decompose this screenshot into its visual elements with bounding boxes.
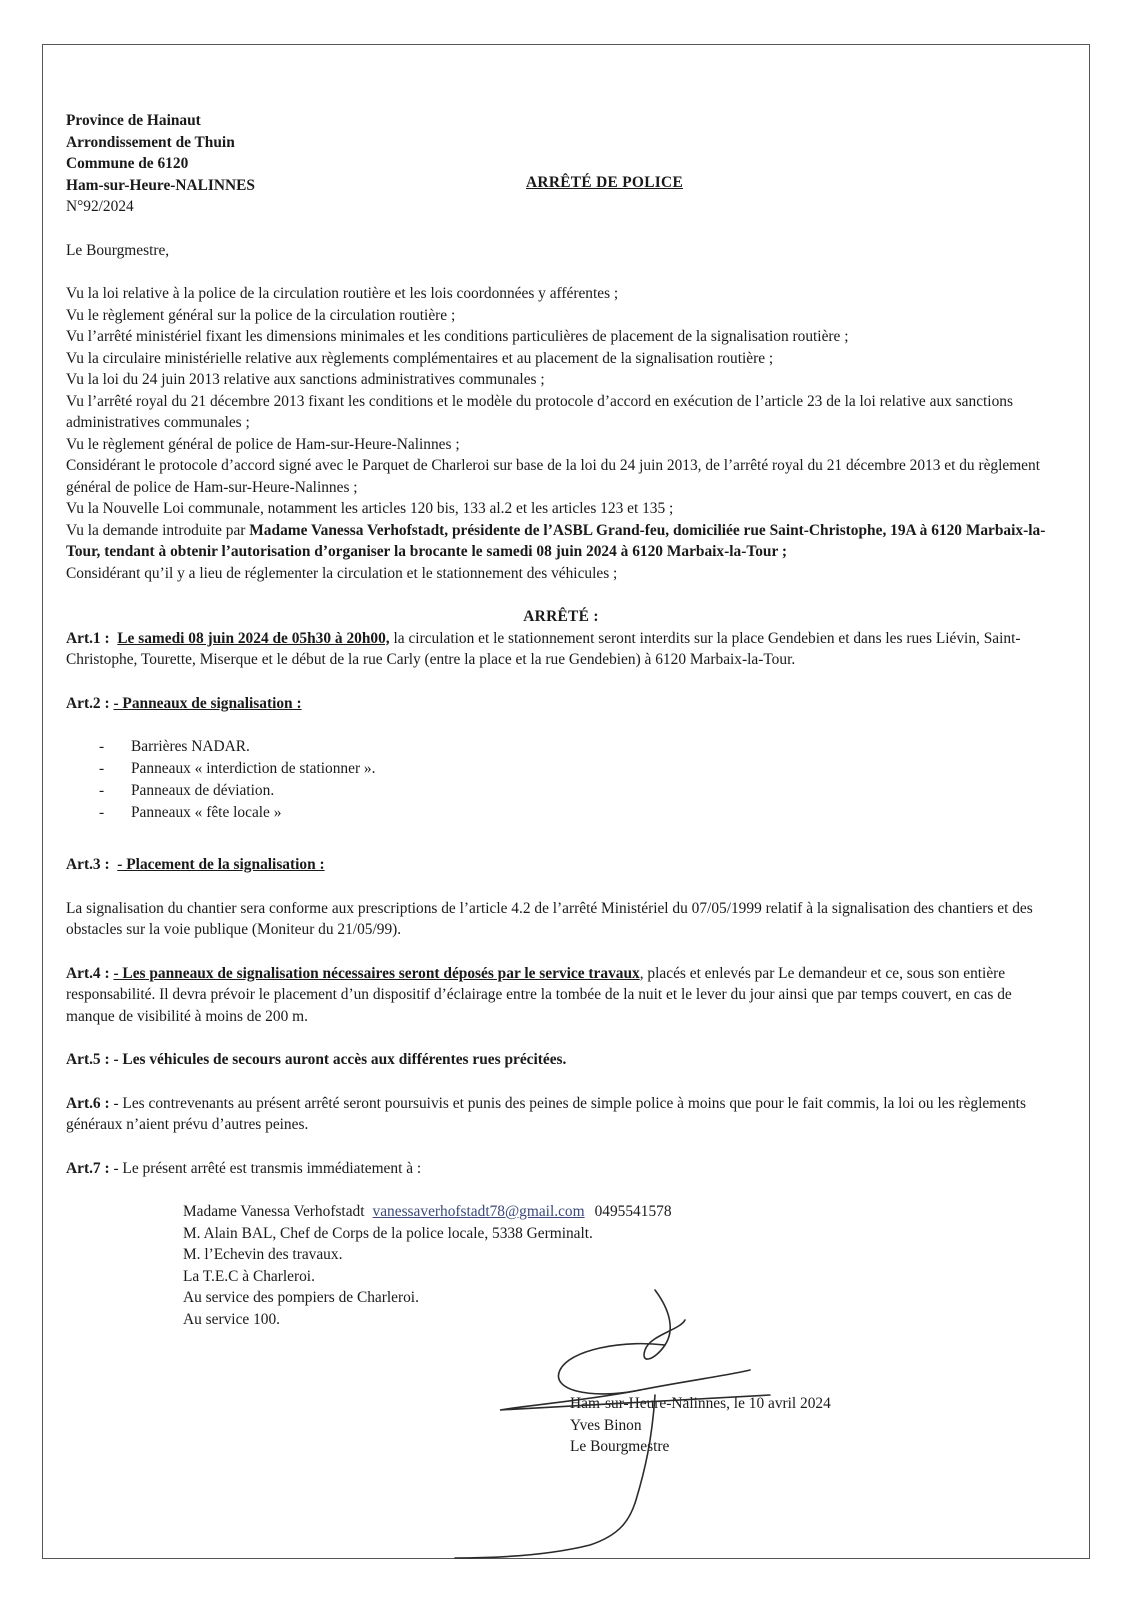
recipient-5: Au service des pompiers de Charleroi. [183, 1289, 419, 1306]
article-2-label: Art.2 : [66, 694, 110, 712]
article-4-text: , placés et enlevés par Le demandeur et ce, sous son entière responsabilité. Il devra prévoir le placement d’un dispositif d’éclairage entre la tombée de la nuit et le lever du jour ainsi que par temps couvert, en cas de manque de visibilité à moins de 200 m. [66, 964, 1012, 1025]
consideration-5: Vu la loi du 24 juin 2013 relative aux sanctions administratives communales ; [66, 371, 545, 388]
header-province: Province de Hainaut [66, 112, 201, 129]
document-body [66, 110, 1056, 1330]
article-1-label: Art.1 : [66, 629, 110, 647]
consideration-2: Vu le règlement général sur la police de la circulation routière ; [66, 306, 456, 324]
list-item: - Panneaux « interdiction de stationner ». [99, 760, 376, 777]
consideration-8: Considérant le protocole d’accord signé avec le Parquet de Charleroi sur base de la loi du 24 juin 2013, de l’arrêté royal du 21 décembre 2013 et du règlement général de police de Ham-sur-Heure-Nalinnes ; [66, 457, 1040, 496]
article-1-text: la circulation et le stationnement seront interdits sur la place Gendebien et dans les rues Liévin, Saint-Christophe, Tourette, Miserque et le début de la rue Carly (entre la place et la rue Gendebien) à 6120 Marbaix-la-Tour. [66, 629, 1021, 668]
consideration-4: Vu la circulaire ministérielle relative aux règlements complémentaires et au placement de la signalisation routière ; [66, 349, 774, 367]
decree-heading: ARRÊTÉ : [523, 608, 599, 625]
consideration-9: Vu la Nouvelle Loi communale, notamment les articles 120 bis, 133 al.2 et les articles 123 et 135 ; [66, 500, 674, 517]
article-1-date: Le samedi 08 juin 2024 de 05h30 à 20h00, [117, 629, 390, 647]
consideration-10 [66, 520, 1056, 563]
header-number: N°92/2024 [66, 198, 134, 215]
salutation: Le Bourgmestre, [66, 241, 170, 259]
article-5-label: Art.5 : [66, 1051, 110, 1068]
signature-name: Yves Binon [570, 1416, 642, 1434]
header-locality: Ham-sur-Heure-NALINNES [66, 176, 255, 194]
article-3-heading: - Placement de la signalisation : [117, 856, 325, 873]
article-7 [66, 1158, 1056, 1180]
article-6-text: - Les contrevenants au présent arrêté seront poursuivis et punis des peines de simple police à moins que pour le fait commis, la loi ou les règlements généraux n’aient prévu d’autres peines. [66, 1094, 1026, 1133]
article-7-text: - Le présent arrêté est transmis immédiatement à : [113, 1159, 422, 1177]
recipient-1 [183, 1201, 1056, 1223]
signature-block [570, 1393, 831, 1458]
recipient-4: La T.E.C à Charleroi. [183, 1267, 315, 1285]
article-4-label: Art.4 : [66, 964, 110, 982]
article-3-label: Art.3 : [66, 856, 110, 873]
header-commune: Commune de 6120 [66, 155, 189, 172]
article-2-list [66, 736, 1056, 824]
recipient-3: M. l’Echevin des travaux. [183, 1246, 343, 1263]
article-3-text: La signalisation du chantier sera conforme aux prescriptions de l’article 4.2 de l’arrêté Ministériel du 07/05/1999 relatif à la signalisation des chantiers et des obstacles sur la voie publique (Moniteur du 21/05/99). [66, 899, 1033, 938]
article-3 [66, 854, 1056, 876]
article-4 [66, 963, 1056, 1028]
consideration-1: Vu la loi relative à la police de la circulation routière et les lois coordonnées y afférentes ; [66, 285, 619, 302]
consideration-6: Vu l’arrêté royal du 21 décembre 2013 fixant les conditions et le modèle du protocole d’accord en exécution de l’article 23 de la loi relative aux sanctions administratives communales ; [66, 392, 1013, 431]
consideration-11: Considérant qu’il y a lieu de réglementer la circulation et le stationnement des véhicules ; [66, 564, 618, 582]
article-6 [66, 1093, 1056, 1136]
recipient-email-link[interactable]: vanessaverhofstadt78@gmail.com [372, 1203, 585, 1220]
header-arrondissement: Arrondissement de Thuin [66, 133, 235, 151]
article-5 [66, 1049, 1056, 1071]
article-2-heading: - Panneaux de signalisation : [113, 694, 302, 712]
signature-place-date: Ham-sur-Heure-Nalinnes, le 10 avril 2024 [570, 1395, 831, 1412]
consideration-7: Vu le règlement général de police de Ham-sur-Heure-Nalinnes ; [66, 435, 460, 453]
recipient-1-phone: 0495541578 [594, 1203, 672, 1220]
recipient-1-name: Madame Vanessa Verhofstadt [183, 1203, 365, 1220]
consideration-10-prefix: Vu la demande introduite par [66, 521, 250, 539]
consideration-3: Vu l’arrêté ministériel fixant les dimensions minimales et les conditions particulières de placement de la signalisation routière ; [66, 328, 849, 345]
recipient-2: M. Alain BAL, Chef de Corps de la police locale, 5338 Germinalt. [183, 1224, 593, 1242]
article-7-label: Art.7 : [66, 1159, 110, 1177]
consideration-10-request: Madame Vanessa Verhofstadt, présidente de l’ASBL Grand-feu, domiciliée rue Saint-Christophe, 19A à 6120 Marbaix-la-Tour, tendant à obtenir l’autorisation d’organiser la brocante le samedi 08 juin 2024 à 6120 Marbaix-la-Tour ; [66, 521, 1046, 560]
recipients-list [66, 1201, 1056, 1330]
article-5-text: - Les véhicules de secours auront accès aux différentes rues précitées. [113, 1051, 567, 1068]
article-2 [66, 693, 1056, 715]
list-item: - Panneaux de déviation. [99, 782, 275, 799]
article-1 [66, 628, 1056, 671]
signature-role: Le Bourgmestre [570, 1438, 670, 1455]
article-4-emphasis: - Les panneaux de signalisation nécessaires seront déposés par le service travaux [113, 964, 640, 982]
recipient-6: Au service 100. [183, 1310, 281, 1328]
article-6-label: Art.6 : [66, 1094, 110, 1112]
document-title: ARRÊTÉ DE POLICE [526, 174, 684, 191]
list-item: - Barrières NADAR. [99, 738, 250, 755]
list-item: - Panneaux « fête locale » [99, 804, 282, 821]
